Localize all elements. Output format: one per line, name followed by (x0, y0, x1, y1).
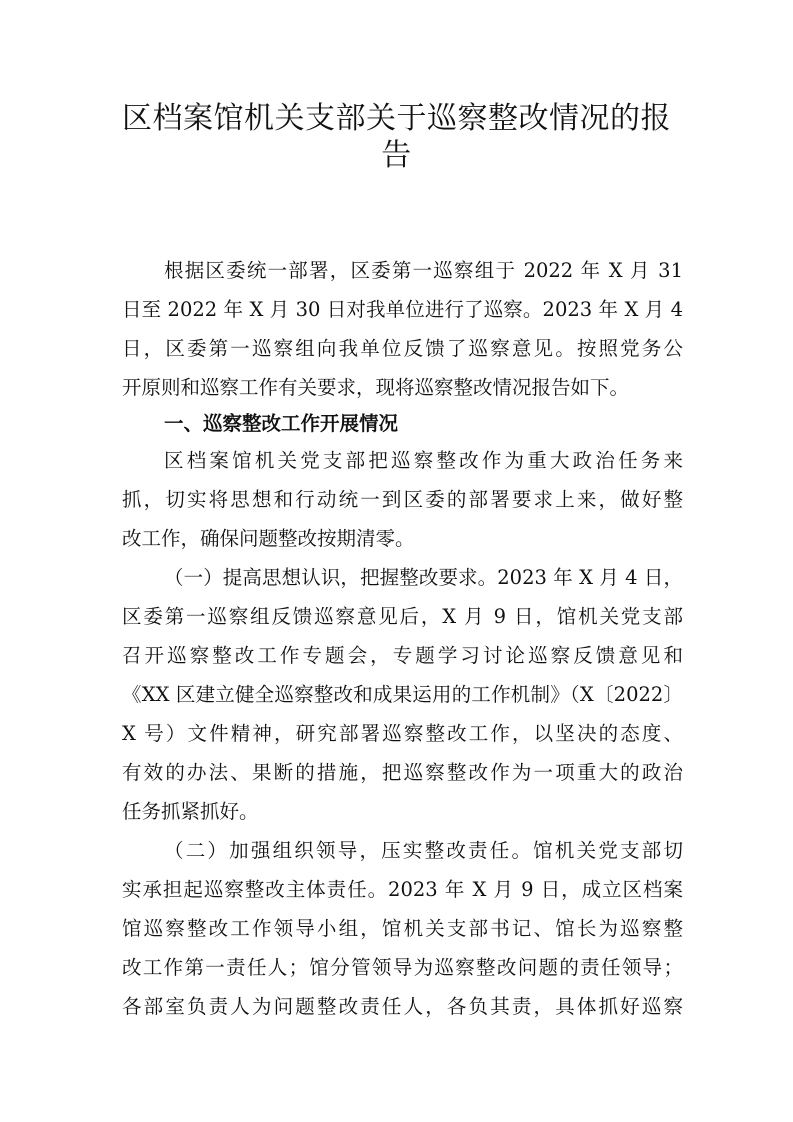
paragraph-line: 区委第一巡察组反馈巡察意见后，X 月 9 日，馆机关党支部 (122, 605, 683, 628)
paragraph-line: 日，区委第一巡察组向我单位反馈了巡察意见。按照党务公 (122, 337, 683, 360)
paragraph-line: 抓，切实将思想和行动统一到区委的部署要求上来，做好整 (122, 488, 683, 511)
document-title: 区档案馆机关支部关于巡察整改情况的报 (122, 101, 671, 136)
paragraph-line: 根据区委统一部署，区委第一巡察组于 2022 年 X 月 31 (164, 259, 683, 282)
document-title-continued: 告 (381, 138, 412, 173)
paragraph-line: 馆巡察整改工作领导小组，馆机关支部书记、馆长为巡察整 (122, 917, 683, 940)
paragraph-line: （二）加强组织领导，压实整改责任。馆机关党支部切 (164, 839, 683, 862)
paragraph-line: 《XX 区建立健全巡察整改和成果运用的工作机制》（X〔2022〕 (122, 683, 683, 706)
paragraph-line: 实承担起巡察整改主体责任。2023 年 X 月 9 日，成立区档案 (122, 878, 683, 901)
paragraph-line: 召开巡察整改工作专题会，专题学习讨论巡察反馈意见和 (122, 644, 683, 667)
section-heading: 一、巡察整改工作开展情况 (164, 412, 399, 435)
paragraph-line: 各部室负责人为问题整改责任人，各负其责，具体抓好巡察 (122, 995, 683, 1018)
paragraph-line: 任务抓紧抓好。 (122, 800, 259, 823)
paragraph-line: X 号）文件精神，研究部署巡察整改工作，以坚决的态度、 (122, 722, 683, 745)
paragraph-line: 改工作，确保问题整改按期清零。 (122, 527, 415, 550)
paragraph-line: 改工作第一责任人；馆分管领导为巡察整改问题的责任领导； (122, 956, 683, 979)
paragraph-line: 开原则和巡察工作有关要求，现将巡察整改情况报告如下。 (122, 376, 630, 399)
paragraph-line: 区档案馆机关党支部把巡察整改作为重大政治任务来 (164, 449, 683, 472)
paragraph-line: 日至 2022 年 X 月 30 日对我单位进行了巡察。2023 年 X 月 4 (122, 298, 683, 321)
paragraph-line: 有效的办法、果断的措施，把巡察整改作为一项重大的政治 (122, 761, 683, 784)
paragraph-line: （一）提高思想认识，把握整改要求。2023 年 X 月 4 日， (164, 566, 683, 589)
